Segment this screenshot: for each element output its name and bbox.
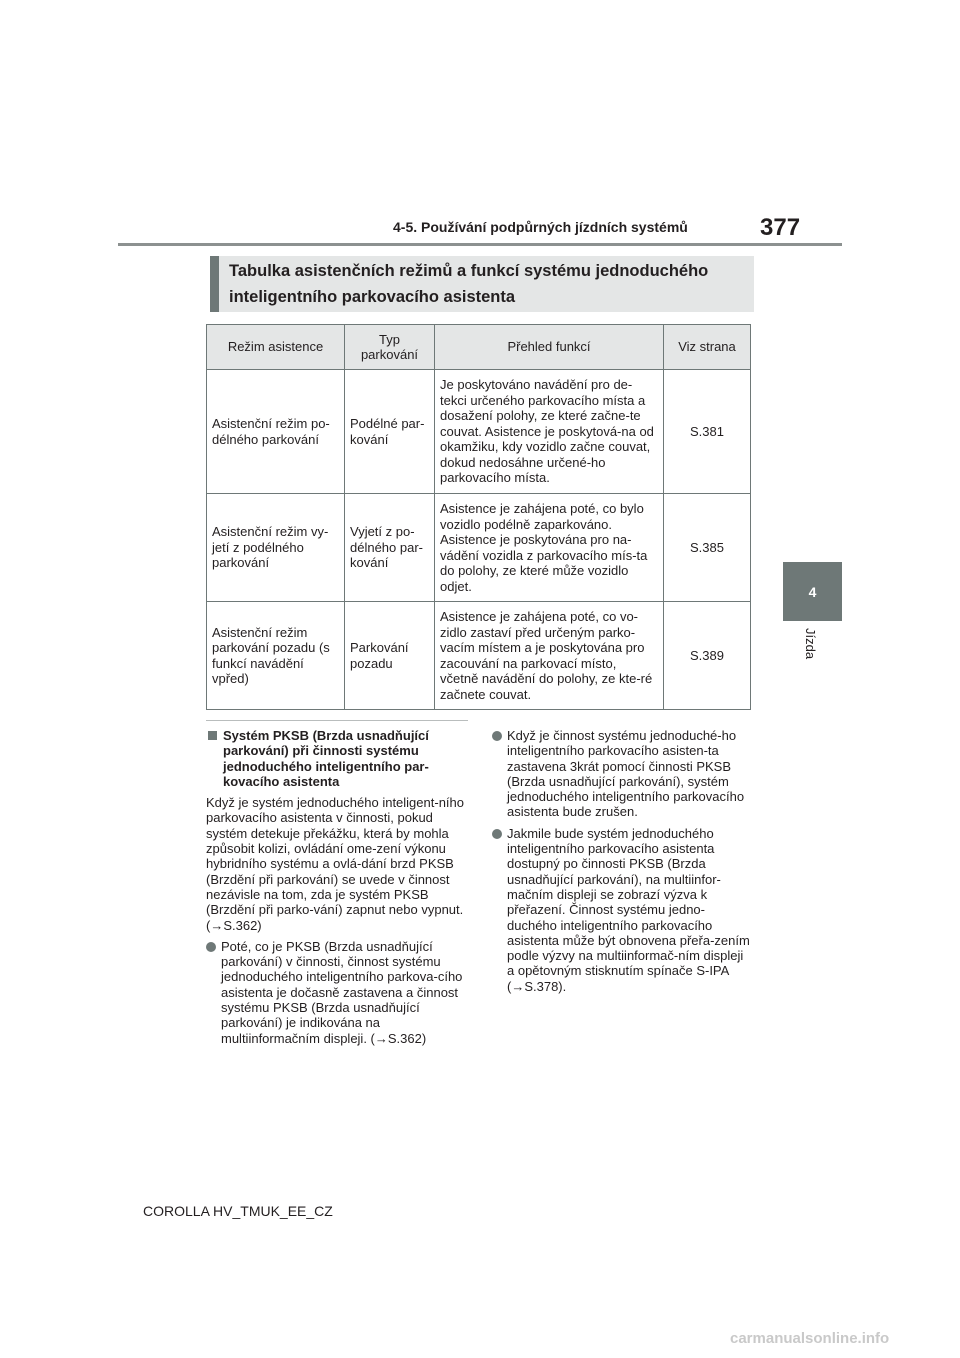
table-header-page: Viz strana <box>664 325 751 370</box>
section-header-title: 4-5. Používání podpůrných jízdních systémů <box>393 219 688 235</box>
pksb-subheading <box>206 728 468 789</box>
table-cell-type: Podélné par-kování <box>345 370 435 494</box>
round-bullet-icon <box>492 731 502 741</box>
header-divider <box>118 243 842 246</box>
table-header-type: Typ parkování <box>345 325 435 370</box>
list-item-text: Když je činnost systému jednoduché-ho inteligentního parkovacího asisten-ta zastavena 3krát pomocí činnosti PKSB (Brzda usnadňující parkování), systém jednoduchého inteligentního parkovacího asistenta bude zrušen. <box>507 728 745 820</box>
table-cell-type: Vyjetí z po-délného par-kování <box>345 494 435 602</box>
table-row <box>207 602 751 710</box>
table-header-mode: Režim asistence <box>207 325 345 370</box>
chapter-tab <box>783 562 842 621</box>
pksb-paragraph: Když je systém jednoduchého inteligent-ního parkovacího asistenta v činnosti, pokud systém detekuje překážku, která by mohla způsobit kolizi, ovládání ome-zení výkonu hybridního systému a ovlá-dání brzd PKSB (Brzdění při parkování) se uvede v činnost nezávisle na tom, zda je systém PKSB (Brzdění při parko-vání) zapnut nebo vypnut. (→S.362) <box>206 795 464 933</box>
chapter-tab-number: 4 <box>808 583 817 600</box>
section-title-box <box>210 256 754 312</box>
table-cell-mode: Asistenční režim parkování pozadu (s funkcí navádění vpřed) <box>207 602 345 710</box>
list-item-text: Poté, co je PKSB (Brzda usnadňující parkování) v činnosti, činnost systému jednoduchého inteligentního parkova-cího asistenta je dočasně zastavena a činnost systému PKSB (Brzda usnadňující parkování) je indikována na multiinformačním displeji. (→S.362) <box>221 938 463 1046</box>
square-bullet-icon <box>208 731 217 740</box>
section-title: Tabulka asistenčních režimů a funkcí systému jednoduchého inteligentního parkovacího asistenta <box>229 262 709 306</box>
chapter-tab-label: Jízda <box>803 628 818 660</box>
table-cell-overview: Je poskytováno navádění pro de-tekci určeného parkovacího místa a dosažení polohy, ze které začne-te couvat. Asistence je poskytová-na od okamžiku, kdy vozidlo začne couvat, dokud nedosáhne určené-ho parkovacího místa. <box>435 370 664 494</box>
left-column <box>206 728 468 1052</box>
table-cell-mode: Asistenční režim vy-jetí z podélného parkování <box>207 494 345 602</box>
right-column <box>492 728 754 1000</box>
table-cell-type: Parkování pozadu <box>345 602 435 710</box>
table-cell-overview: Asistence je zahájena poté, co bylo vozidlo podélně zaparkováno. Asistence je poskytována pro na-vádění vozidla z parkovacího mís-ta do polohy, ze které může vozidlo odjet. <box>435 494 664 602</box>
table-row <box>207 494 751 602</box>
table-cell-overview: Asistence je zahájena poté, co vo-zidlo zastaví před určeným parko-vacím místem a je poskytována pro zacouvání na parkovací místo, včetně navádění do polohy, ze kte-ré začnete couvat. <box>435 602 664 710</box>
table-header-overview: Přehled funkcí <box>435 325 664 370</box>
page-number: 377 <box>760 214 801 241</box>
round-bullet-icon <box>206 942 216 952</box>
list-item <box>492 728 754 820</box>
table-row <box>207 370 751 494</box>
table-header-row <box>207 325 751 370</box>
watermark-text: carmanualsonline.info <box>730 1330 890 1347</box>
table-cell-mode: Asistenční režim po-délného parkování <box>207 370 345 494</box>
table-cell-page: S.385 <box>664 494 751 602</box>
column-divider <box>206 720 468 721</box>
footer-model-code: COROLLA HV_TMUK_EE_CZ <box>143 1203 333 1219</box>
assist-modes-table <box>206 324 751 710</box>
table-cell-page: S.381 <box>664 370 751 494</box>
round-bullet-icon <box>492 829 502 839</box>
table-cell-page: S.389 <box>664 602 751 710</box>
list-item <box>206 939 468 1046</box>
pksb-subheading-text: Systém PKSB (Brzda usnadňující parkování) při činnosti systému jednoduchého inteligentního par-kovacího asistenta <box>223 728 429 789</box>
list-item-text: Jakmile bude systém jednoduchého inteligentního parkovacího asistenta dostupný po činnosti PKSB (Brzda usnadňující parkování), na multiinfor-mačním displeji se zobrazí výzva k přeřazení. Činnost systému jedno-duchého inteligentního parkovacího asistenta může být obnovena přeřa-zením podle výzvy na multiinformač-ním displeji a opětovným stisknutím spínače S-IPA (→S.378). <box>507 825 750 994</box>
list-item <box>492 826 754 994</box>
